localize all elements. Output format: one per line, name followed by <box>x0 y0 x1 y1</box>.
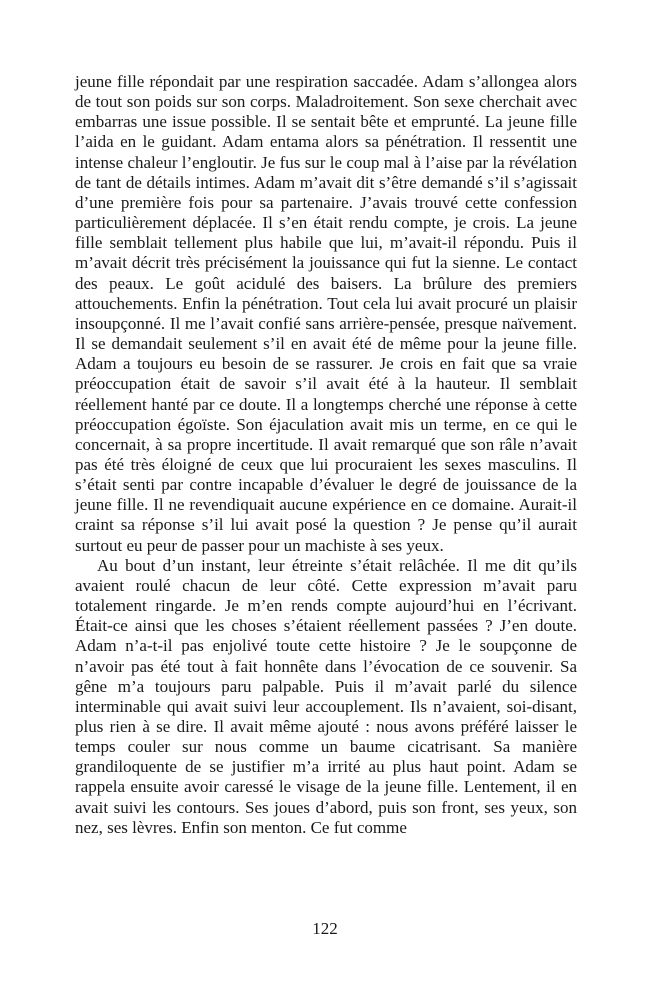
paragraph-continued: jeune fille répondait par une respiration saccadée. Adam s’allongea alors de tout son poids sur son corps. Maladroitement. Son sexe cherchait avec embarras une issue possible. Il se sentait bête et emprunté. La jeune fille l’aida en le guidant. Adam entama alors sa pénétration. Il ressentit une intense chaleur l’engloutir. Je fus sur le coup mal à l’aise par la révélation de tant de détails intimes. Adam m’avait dit s’être demandé s’il s’agissait d’une première fois pour sa partenaire. J’avais trouvé cette confession particulièrement déplacée. Il s’en était rendu compte, je crois. La jeune fille semblait tellement plus habile que lui, m’avait-il répondu. Puis il m’avait décrit très précisément la jouissance qui fut la sienne. Le contact des peaux. Le goût acidulé des baisers. La brûlure des premiers attouchements. Enfin la pénétration. Tout cela lui avait procuré un plaisir insoupçonné. Il me l’avait confié sans arrière-pensée, presque naïvement. Il se demandait seulement s’il en avait été de même pour la jeune fille. Adam a toujours eu besoin de se rassurer. Je crois en fait que sa vraie préoccupation était de savoir s’il avait été à la hauteur. Il semblait réellement hanté par ce doute. Il a longtemps cherché une réponse à cette préoccupation égoïste. Son éjaculation avait mis un terme, en ce qui le concernait, à sa propre incertitude. Il avait remarqué que son râle n’avait pas été très éloigné de ceux que lui procuraient les sexes masculins. Il s’était senti par contre incapable d’évaluer le degré de jouissance de la jeune fille. Il ne revendiquait aucune expérience en ce domaine. Aurait-il craint sa réponse s’il lui avait posé la question ? Je pense qu’il aurait surtout eu peur de passer pour un machiste à ses yeux. <box>75 72 577 555</box>
body-text <box>75 72 577 838</box>
paragraph: Au bout d’un instant, leur étreinte s’était relâchée. Il me dit qu’ils avaient roulé chacun de leur côté. Cette expression m’avait paru totalement ringarde. Je m’en rends compte aujourd’hui en l’écrivant. Était-ce ainsi que les choses s’étaient réellement passées ? J’en doute. Adam n’a-t-il pas enjolivé toute cette histoire ? Je le soupçonne de n’avoir pas été tout à fait honnête dans l’évocation de ce souvenir. Sa gêne m’a toujours paru palpable. Puis il m’avait parlé du silence interminable qui avait suivi leur accouplement. Ils n’avaient, soi-disant, plus rien à se dire. Il avait même ajouté : nous avons préféré laisser le temps couler sur nous comme un baume cicatrisant. Sa manière grandiloquente de se justifier m’a irrité au plus haut point. Adam se rappela ensuite avoir caressé le visage de la jeune fille. Lentement, il en avait suivi les contours. Ses joues d’abord, puis son front, ses yeux, son nez, ses lèvres. Enfin son menton. Ce fut comme <box>75 555 577 837</box>
page-number: 122 <box>312 919 338 938</box>
